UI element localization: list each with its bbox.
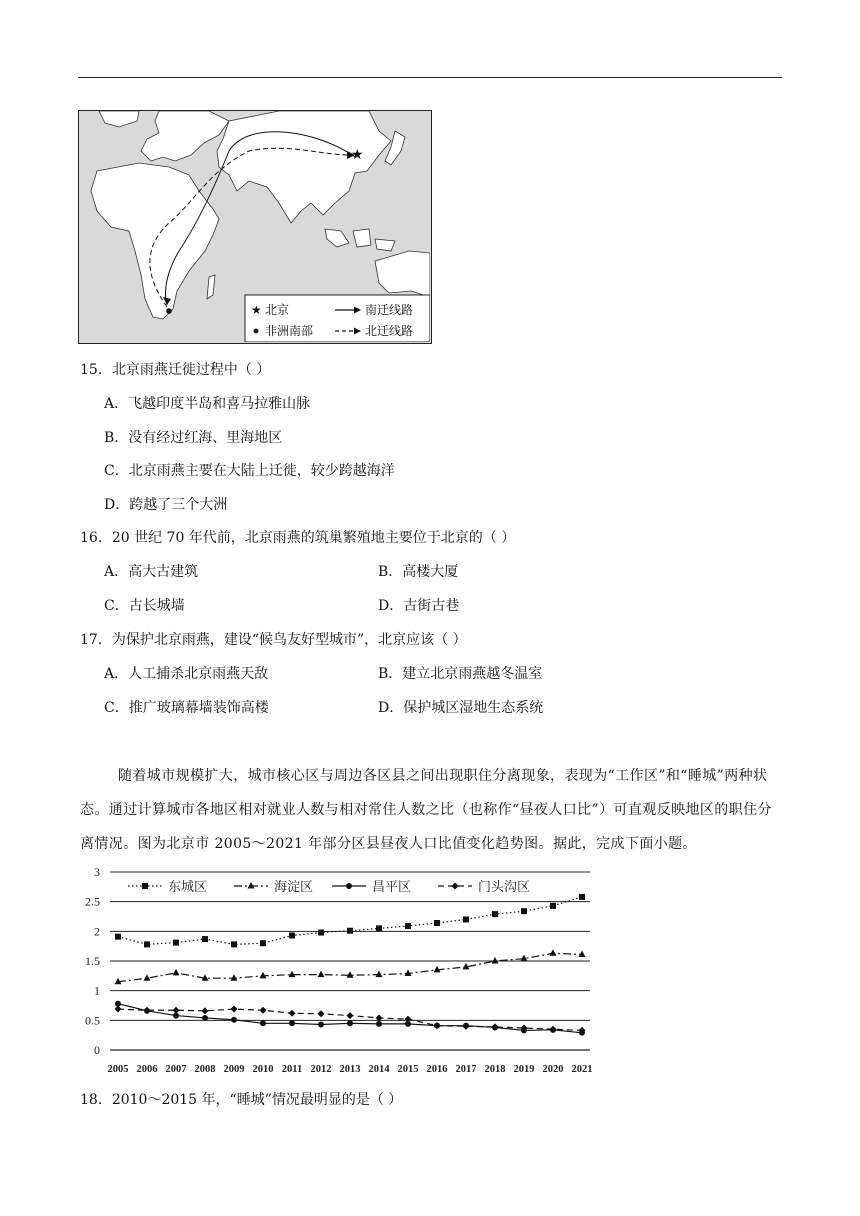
option-17-d[interactable] (378, 699, 543, 717)
option-15-d[interactable] (104, 496, 227, 514)
y-tick-label: 0 (94, 1043, 100, 1057)
data-point (521, 908, 527, 914)
legend-star-icon: ★ (251, 303, 262, 317)
asia-landmass (217, 111, 391, 223)
y-tick-label: 1.5 (85, 954, 100, 968)
option-label: C． (104, 700, 129, 716)
option-label: D． (104, 497, 130, 513)
south-africa-dot-icon (166, 308, 172, 314)
x-tick-label: 2012 (310, 1064, 332, 1075)
southeast-asia-islands (325, 229, 395, 251)
header-rule (78, 77, 782, 78)
x-tick-label: 2011 (281, 1064, 303, 1075)
option-17-c[interactable] (104, 699, 269, 717)
x-tick-label: 2017 (455, 1064, 477, 1075)
question-number: 17． (80, 632, 112, 648)
data-point (142, 883, 148, 889)
data-point (173, 940, 179, 946)
data-point (144, 974, 151, 981)
x-tick-label: 2020 (542, 1064, 564, 1075)
y-tick-label: 2.5 (85, 894, 100, 909)
data-point (318, 1021, 324, 1027)
option-17-a[interactable] (104, 665, 268, 683)
option-16-b[interactable] (378, 563, 458, 581)
data-point (202, 1007, 209, 1014)
passage-text: 随着城市规模扩大，城市核心区与周边各区县之间出现职住分离现象，表现为“工作区”和“睡城”两种状态。通过计算城市各地区相对就业人数与相对常住人数之比（也称作“昼夜人口比”）可直观反映地区的职住分离情况。图为北京市 2005～2021 年部分区县昼夜人口比值变化趋势图。据此，完成下面小题。 (80, 768, 772, 852)
x-tick-label: 2006 (136, 1064, 158, 1075)
data-point (463, 916, 469, 922)
data-point (347, 928, 353, 934)
question-stem: 20 世纪 70 年代前，北京雨燕的筑巢繁殖地主要位于北京的（ ） (111, 530, 516, 546)
data-point (289, 1010, 296, 1017)
data-point (289, 932, 295, 938)
australia-landmass (375, 251, 430, 297)
option-text: 古长城墙 (128, 598, 185, 614)
question-16 (80, 529, 515, 547)
data-point (452, 883, 459, 890)
option-label: D． (378, 598, 404, 614)
x-tick-label: 2015 (397, 1064, 419, 1075)
data-point (202, 936, 208, 942)
data-point (318, 1010, 325, 1017)
option-label: B． (104, 430, 129, 446)
question-number: 15． (80, 362, 112, 378)
question-18 (80, 1091, 402, 1109)
legend-label: 昌平区 (372, 880, 412, 895)
question-number: 18． (80, 1092, 112, 1108)
x-tick-label: 2010 (252, 1064, 274, 1075)
x-tick-label: 2007 (165, 1064, 187, 1075)
x-tick-label: 2013 (339, 1064, 361, 1075)
legend-beijing-label: 北京 (265, 303, 290, 317)
madagascar-landmass (207, 275, 215, 299)
data-point (347, 1012, 354, 1019)
option-16-c[interactable] (104, 597, 185, 615)
question-number: 16． (80, 530, 112, 546)
northern-landmass (99, 111, 139, 127)
data-point (550, 949, 557, 956)
data-point (289, 1020, 295, 1026)
data-point (231, 1006, 238, 1013)
data-point (492, 1023, 499, 1030)
x-tick-label: 2016 (426, 1064, 448, 1075)
data-point (347, 1020, 353, 1026)
data-point (434, 1022, 441, 1029)
x-tick-label: 2021 (571, 1064, 593, 1075)
data-point (376, 1021, 382, 1027)
x-tick-label: 2018 (484, 1064, 506, 1075)
data-point (550, 903, 556, 909)
option-15-b[interactable] (104, 429, 282, 447)
data-point (173, 969, 180, 976)
data-point (231, 1017, 237, 1023)
option-15-a[interactable] (104, 395, 310, 413)
data-point (289, 971, 296, 978)
question-17 (80, 631, 467, 649)
option-text: 推广玻璃幕墙装饰高楼 (128, 700, 269, 716)
data-point (115, 1006, 122, 1013)
africa-landmass (91, 163, 219, 319)
data-point (579, 894, 585, 900)
data-point (248, 882, 255, 889)
question-stem: 2010～2015 年，“睡城”情况最明显的是（ ） (111, 1092, 403, 1108)
chart-svg (70, 862, 600, 1084)
data-point (463, 1023, 470, 1030)
series-line (118, 897, 582, 944)
option-text: 高楼大厦 (402, 564, 459, 580)
data-point (173, 1007, 180, 1014)
option-label: B． (378, 666, 403, 682)
data-point (492, 911, 498, 917)
question-stem: 为保护北京雨燕，建设“候鸟友好型城市”，北京应该（ ） (111, 632, 467, 648)
data-point (405, 1016, 412, 1023)
option-15-c[interactable] (104, 462, 395, 480)
data-point (434, 920, 440, 926)
option-text: 古街古巷 (403, 598, 460, 614)
data-point (492, 957, 499, 964)
japan-landmass (385, 131, 405, 165)
legend-label: 门头沟区 (478, 880, 531, 895)
data-point (260, 1007, 267, 1014)
x-tick-label: 2019 (513, 1064, 535, 1075)
option-label: A． (104, 396, 129, 412)
option-label: A． (104, 564, 129, 580)
data-point (376, 925, 382, 931)
x-tick-label: 2014 (368, 1064, 390, 1075)
option-text: 保护城区湿地生态系统 (403, 700, 544, 716)
legend-label: 东城区 (168, 880, 208, 895)
option-text: 跨越了三个大洲 (129, 497, 228, 513)
day-night-ratio-chart (70, 862, 600, 1084)
x-tick-label: 2009 (223, 1064, 245, 1075)
map-legend (245, 295, 430, 342)
data-point (405, 923, 411, 929)
option-text: 建立北京雨燕越冬温室 (402, 666, 543, 682)
option-label: B． (378, 564, 403, 580)
map-canvas (79, 111, 430, 342)
data-point (347, 971, 354, 978)
option-text: 高大古建筑 (128, 564, 199, 580)
data-point (579, 950, 586, 957)
option-16-d[interactable] (378, 597, 459, 615)
option-17-b[interactable] (378, 665, 542, 683)
question-15 (80, 361, 270, 379)
question-stem: 北京雨燕迁徙过程中（ ） (111, 362, 271, 378)
y-tick-label: 3 (94, 865, 100, 879)
legend-dot-icon (254, 329, 259, 334)
data-point (550, 1026, 557, 1033)
option-text: 北京雨燕主要在大陆上迁徙，较少跨越海洋 (128, 463, 395, 479)
option-text: 没有经过红海、里海地区 (128, 430, 283, 446)
legend-south-africa-label: 非洲南部 (265, 324, 314, 338)
x-tick-label: 2005 (107, 1064, 129, 1075)
y-tick-label: 0.5 (85, 1013, 100, 1028)
swift-migration-map (78, 110, 432, 344)
beijing-star-icon: ★ (351, 147, 364, 163)
legend-north-route-label: 北迁线路 (365, 324, 414, 338)
data-point (144, 941, 150, 947)
option-text: 人工捕杀北京雨燕天敌 (128, 666, 269, 682)
y-tick-label: 2 (94, 924, 100, 939)
data-point (346, 883, 352, 889)
data-point (318, 930, 324, 936)
data-point (144, 1007, 151, 1014)
europe-landmass (141, 111, 229, 161)
option-text: 飞越印度半岛和喜马拉雅山脉 (128, 396, 311, 412)
data-point (115, 934, 121, 940)
data-point (521, 955, 528, 962)
option-label: A． (104, 666, 129, 682)
legend-south-route-label: 南迁线路 (365, 303, 414, 317)
data-point (376, 971, 383, 978)
data-point (260, 940, 266, 946)
option-label: D． (378, 700, 404, 716)
data-point (260, 1020, 266, 1026)
option-16-a[interactable] (104, 563, 198, 581)
y-tick-label: 1 (94, 983, 100, 998)
data-point (260, 972, 267, 979)
data-point (202, 1015, 208, 1021)
data-point (231, 941, 237, 947)
x-tick-label: 2008 (194, 1064, 216, 1075)
option-label: C． (104, 463, 129, 479)
data-point (318, 971, 325, 978)
option-label: C． (104, 598, 129, 614)
legend-label: 海淀区 (274, 880, 314, 895)
